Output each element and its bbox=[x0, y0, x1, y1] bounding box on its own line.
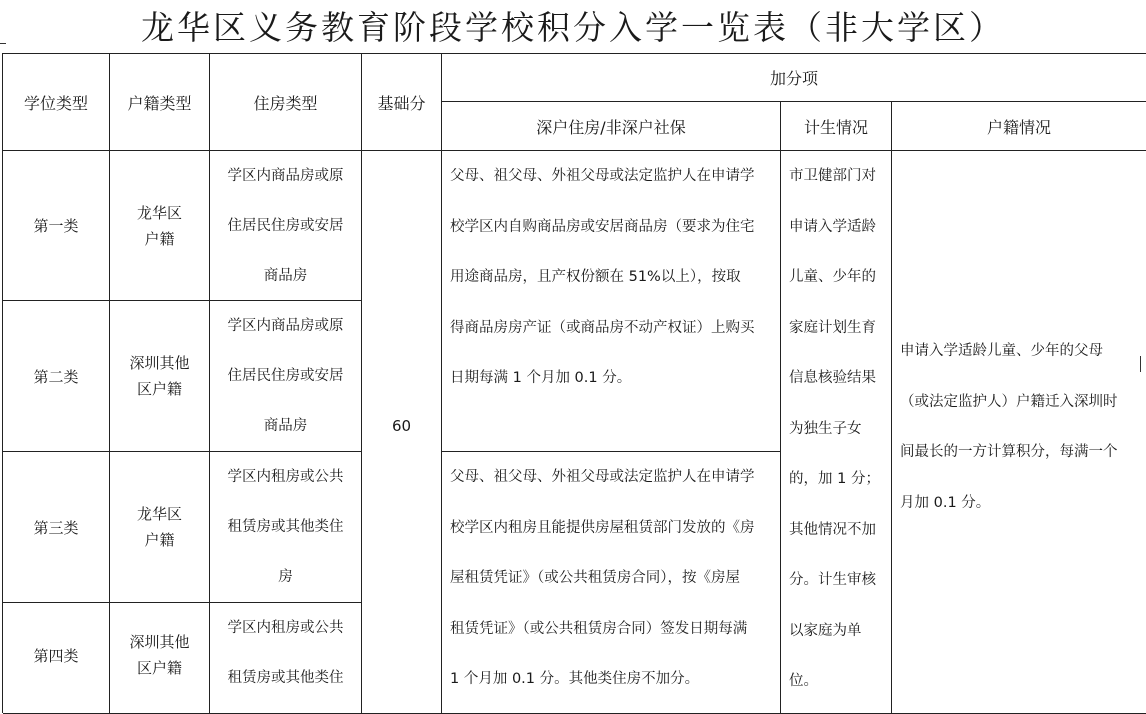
hukou-status-cell bbox=[892, 151, 1146, 714]
row-2-hukou: 深圳其他 区户籍 bbox=[110, 301, 210, 452]
header-family-planning: 计生情况 bbox=[781, 102, 892, 151]
edge-mark bbox=[1140, 356, 1146, 372]
row-3-type: 第三类 bbox=[3, 452, 110, 603]
row-2-type: 第二类 bbox=[3, 301, 110, 452]
row-3-housing: 学区内租房或公共 租赁房或其他类住 房 bbox=[210, 452, 362, 603]
header-hukou-status: 户籍情况 bbox=[892, 102, 1146, 151]
row-4-type: 第四类 bbox=[3, 603, 110, 714]
header-base-score: 基础分 bbox=[362, 54, 442, 151]
row-1-housing: 学区内商品房或原 住居民住房或安居 商品房 bbox=[210, 151, 362, 301]
score-table bbox=[2, 53, 1146, 713]
bonus-purchase-text: 父母、祖父母、外祖父母或法定监护人在申请学 校学区内自购商品房或安居商品房（要求为住宅 用途商品房，且产权份额在 51%以上），按取 得商品房房产证（或商品房不动产权证）上购买 日期每满 1 个月加 0.1 分。 bbox=[442, 151, 781, 452]
header-housing-social: 深户住房/非深户社保 bbox=[442, 102, 781, 151]
row-2-housing: 学区内商品房或原 住居民住房或安居 商品房 bbox=[210, 301, 362, 452]
row-4-housing: 学区内租房或公共 租赁房或其他类住 bbox=[210, 603, 362, 714]
header-housing-type: 住房类型 bbox=[210, 54, 362, 151]
page-title: 龙华区义务教育阶段学校积分入学一览表（非大学区） bbox=[141, 8, 1005, 47]
edge-mark bbox=[0, 43, 6, 44]
base-score-value: 60 bbox=[362, 151, 442, 714]
header-hukou-type: 户籍类型 bbox=[110, 54, 210, 151]
bonus-rental-text: 父母、祖父母、外祖父母或法定监护人在申请学 校学区内租房且能提供房屋租赁部门发放的《房 屋租赁凭证》（或公共租赁房合同），按《房屋 租赁凭证》（或公共租赁房合同）签发日期每满 1 个月加 0.1 分。其他类住房不加分。 bbox=[442, 452, 781, 714]
row-3-hukou: 龙华区 户籍 bbox=[110, 452, 210, 603]
row-1-hukou: 龙华区 户籍 bbox=[110, 151, 210, 301]
row-1-type: 第一类 bbox=[3, 151, 110, 301]
header-degree-type: 学位类型 bbox=[3, 54, 110, 151]
header-bonus: 加分项 bbox=[442, 54, 1146, 102]
family-planning-text: 市卫健部门对 申请入学适龄 儿童、少年的 家庭计划生育 信息核验结果 为独生子女 的，加 1 分； 其他情况不加 分。计生审核 以家庭为单 位。 bbox=[781, 151, 892, 714]
row-4-hukou: 深圳其他 区户籍 bbox=[110, 603, 210, 714]
hukou-status-text: 申请入学适龄儿童、少年的父母 （或法定监护人）户籍迁入深圳时 间最长的一方计算积分，每满一个 月加 0.1 分。 bbox=[900, 343, 1118, 511]
